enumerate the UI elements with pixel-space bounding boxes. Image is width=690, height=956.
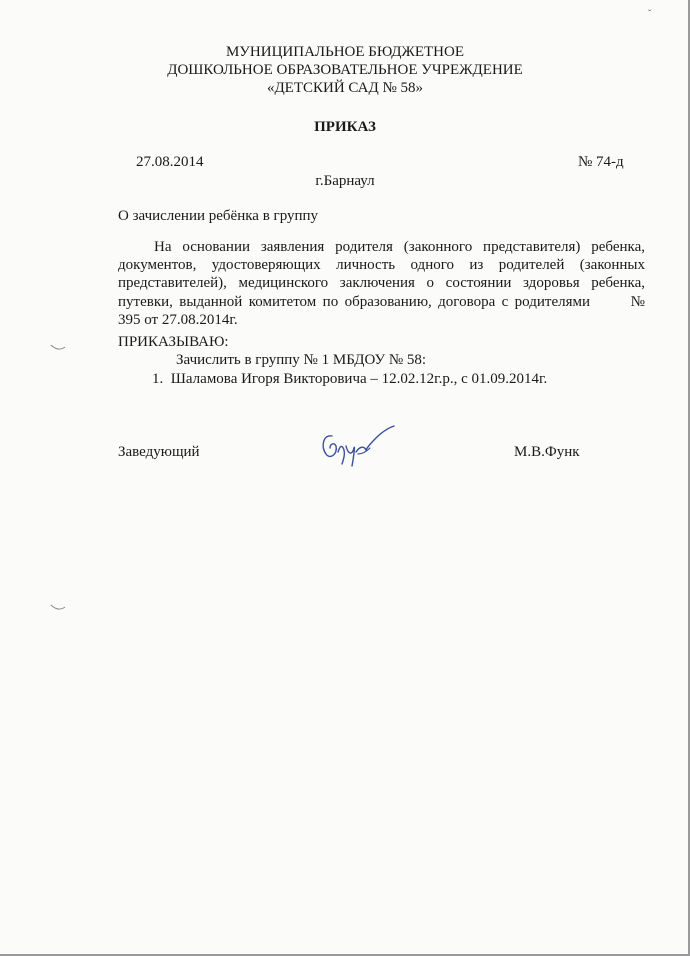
punch-hole-mark [50,604,66,612]
org-name-line-3: «ДЕТСКИЙ САД № 58» [266,80,424,96]
list-item-number: 1. [152,371,164,387]
signatory-position: Заведующий [118,444,200,460]
basis-tail: 395 от 27.08.2014г. [118,311,238,328]
order-city: г.Барнаул [315,173,375,189]
list-item-text: Шаламова Игоря Викторовича – 12.02.12г.р., с 01.09.2014г. [170,371,548,387]
order-number: № 74-д [578,154,624,170]
org-name-line-2: ДОШКОЛЬНОЕ ОБРАЗОВАТЕЛЬНОЕ УЧРЕЖДЕНИЕ [167,62,523,78]
order-word: ПРИКАЗЫВАЮ: [118,334,229,350]
list-item [152,370,547,388]
basis-number-sign: № [628,293,645,310]
org-name-line-1: МУНИЦИПАЛЬНОЕ БЮДЖЕТНОЕ [225,44,465,60]
scan-speck: ˇ [648,9,652,20]
order-date: 27.08.2014 [136,154,204,170]
basis-text: На основании заявления родителя (законного представителя) ребенка, документов, удостоверяющих личность одного из родителей (законных представителей), медицинского заключения о состоянии здоровья ребенка, путевки, выданной комитетом по образованию, договора с родителями [118,239,645,310]
handwritten-signature [318,424,398,470]
order-subject: О зачислении ребёнка в группу [118,208,319,224]
enroll-line: Зачислить в группу № 1 МБДОУ № 58: [176,352,427,368]
document-title: ПРИКАЗ [314,119,376,135]
basis-paragraph [118,238,645,329]
punch-hole-mark [50,344,66,352]
signatory-name: М.В.Функ [514,444,580,460]
